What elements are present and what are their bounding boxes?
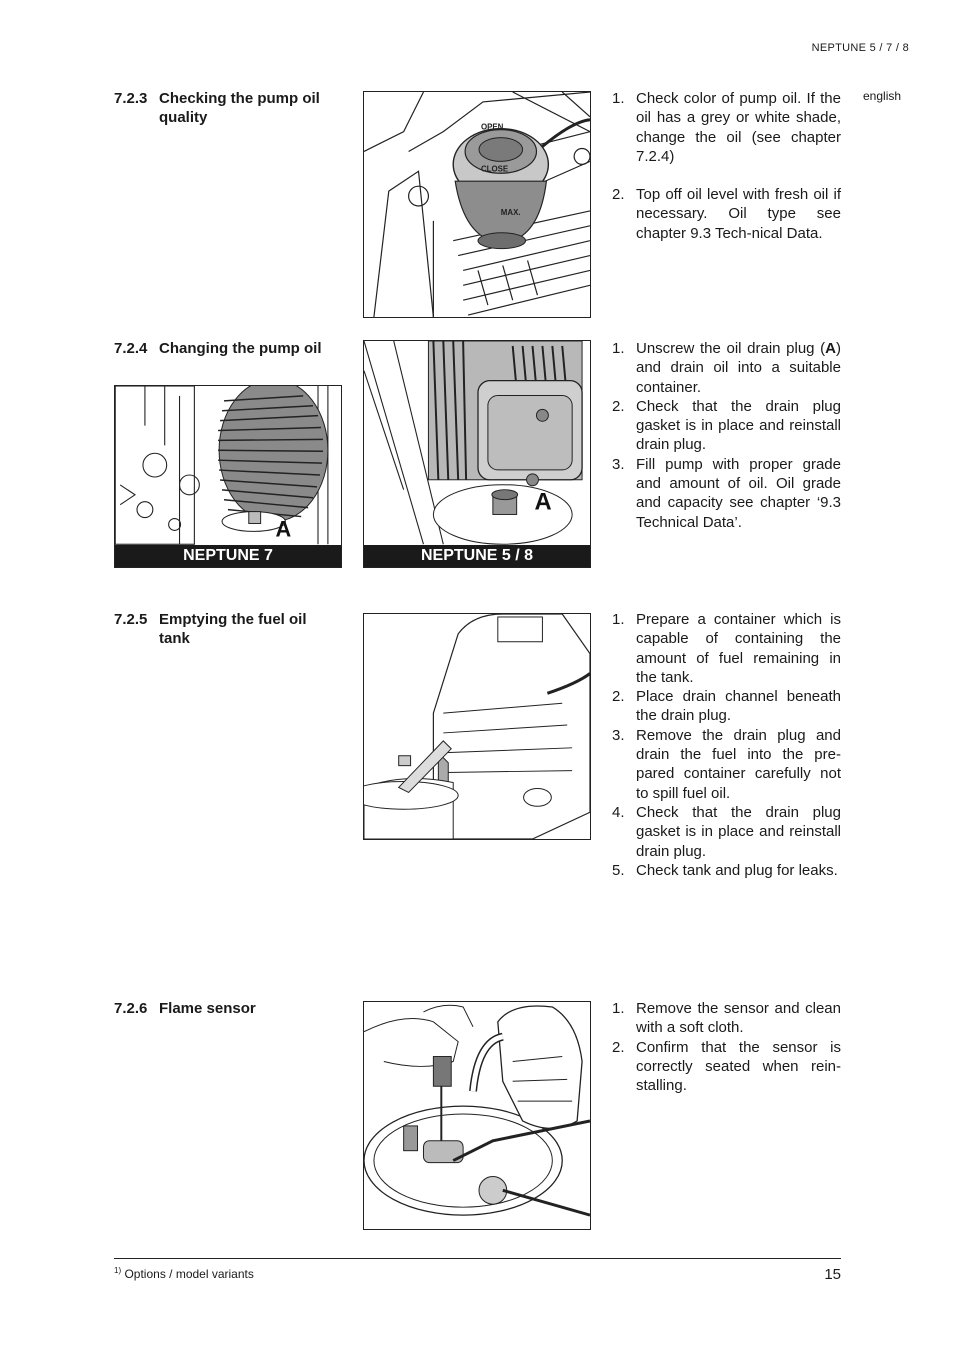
step-item: 1. Prepare a container which is capable of containing the amount of fuel remaining in the tank.	[612, 611, 841, 686]
step-text: Fill pump with proper grade and amount of oil. Oil grade and capacity see chapter ‘9.3 Technical Data’.	[636, 455, 841, 531]
steps-7-2-6	[612, 999, 841, 1095]
page-number: 15	[824, 1266, 841, 1283]
marker-a: A	[534, 488, 552, 516]
section-heading: Changing the pump oil	[159, 340, 322, 357]
fuel-tank-illustration	[364, 614, 590, 839]
step-item: 5. Check tank and plug for leaks.	[612, 861, 838, 879]
figure-neptune-5-8	[363, 340, 591, 568]
step-item: 2. Check that the drain plug gasket is in place and reinstall drain plug.	[612, 397, 841, 454]
step-text: Check that the drain plug gasket is in place and reinstall drain plug.	[636, 803, 841, 860]
step-item: 1. Check color of pump oil. If the oil has a grey or white shade, change the oil (see chapter 7.2.4)	[612, 90, 841, 165]
footnote	[114, 1266, 254, 1281]
oil-cap-illustration	[364, 92, 590, 317]
section-title-7-2-6	[114, 999, 344, 1018]
figure-fuel-tank	[363, 613, 591, 840]
section-heading: Emptying the fuel oil tank	[159, 611, 307, 647]
step-text: Prepare a container which is capable of containing the amount of fuel remaining in the tank.	[636, 611, 841, 686]
footnote-mark: 1)	[114, 1266, 122, 1275]
step-item: 1. Remove the sensor and clean with a soft cloth.	[612, 1000, 841, 1037]
step-item: 2. Top off oil level with fresh oil if necessary. Oil type see chapter 9.3 Tech-nical Data.	[612, 186, 841, 242]
step-item: 2. Confirm that the sensor is correctly seated when rein-stalling.	[612, 1038, 841, 1095]
marker-a: A	[275, 516, 292, 542]
step-item: 3. Fill pump with proper grade and amount of oil. Oil grade and capacity see chapter ‘9.3 Technical Data’.	[612, 455, 841, 531]
section-number: 7.2.5	[114, 611, 148, 628]
step-text: Top off oil level with fresh oil if necessary. Oil type see chapter 9.3 Tech-nical Data.	[636, 186, 841, 242]
figure-caption: NEPTUNE 5 / 8	[364, 545, 590, 567]
section-title-7-2-4	[114, 339, 344, 358]
figure-flame-sensor	[363, 1001, 591, 1230]
neptune-7-pump-illustration	[115, 386, 341, 567]
section-heading: Checking the pump oil quality	[159, 90, 320, 126]
open-label: OPEN	[480, 122, 504, 132]
figure-neptune-7	[114, 385, 342, 568]
step-text: Remove the sensor and clean with a soft cloth.	[636, 1000, 841, 1037]
header-model: NEPTUNE 5 / 7 / 8	[811, 42, 909, 54]
step-item: 1. Unscrew the oil drain plug (A) and drain oil into a suitable container.	[612, 340, 841, 396]
footnote-text: Options / model variants	[124, 1267, 254, 1281]
steps-7-2-4	[612, 339, 841, 532]
figure-caption: NEPTUNE 7	[115, 545, 341, 567]
step-item: 2. Place drain channel beneath the drain plug.	[612, 688, 841, 725]
language-label: english	[863, 89, 902, 103]
step-text: Check that the drain plug gasket is in place and reinstall drain plug.	[636, 397, 841, 454]
figure-oil-cap	[363, 91, 591, 318]
section-number: 7.2.3	[114, 90, 148, 107]
drain-plug-marker: A	[825, 340, 836, 357]
section-number: 7.2.4	[114, 340, 148, 357]
steps-7-2-3	[612, 89, 841, 243]
step-text: Confirm that the sensor is correctly seated when rein-stalling.	[636, 1038, 841, 1095]
footer-divider	[114, 1258, 841, 1259]
close-label: CLOSE	[480, 164, 509, 174]
step-text: Remove the drain plug and drain the fuel into the pre-pared container carefully not to spill fuel oil.	[636, 726, 841, 802]
section-number: 7.2.6	[114, 1000, 148, 1017]
max-label: MAX.	[500, 207, 521, 217]
neptune-5-8-pump-illustration	[364, 341, 590, 567]
section-title-7-2-3	[114, 89, 344, 127]
section-title-7-2-5	[114, 610, 344, 648]
step-text: Check tank and plug for leaks.	[636, 861, 838, 879]
step-text: Place drain channel beneath the drain plug.	[636, 688, 841, 725]
step-text: Check color of pump oil. If the oil has a grey or white shade, change the oil (see chapter 7.2.4)	[636, 90, 841, 165]
section-heading: Flame sensor	[159, 1000, 256, 1017]
flame-sensor-illustration	[364, 1002, 590, 1229]
step-item: 4. Check that the drain plug gasket is in place and reinstall drain plug.	[612, 803, 841, 860]
steps-7-2-5	[612, 610, 841, 880]
step-item: 3. Remove the drain plug and drain the fuel into the pre-pared container carefully not to spill fuel oil.	[612, 726, 841, 802]
